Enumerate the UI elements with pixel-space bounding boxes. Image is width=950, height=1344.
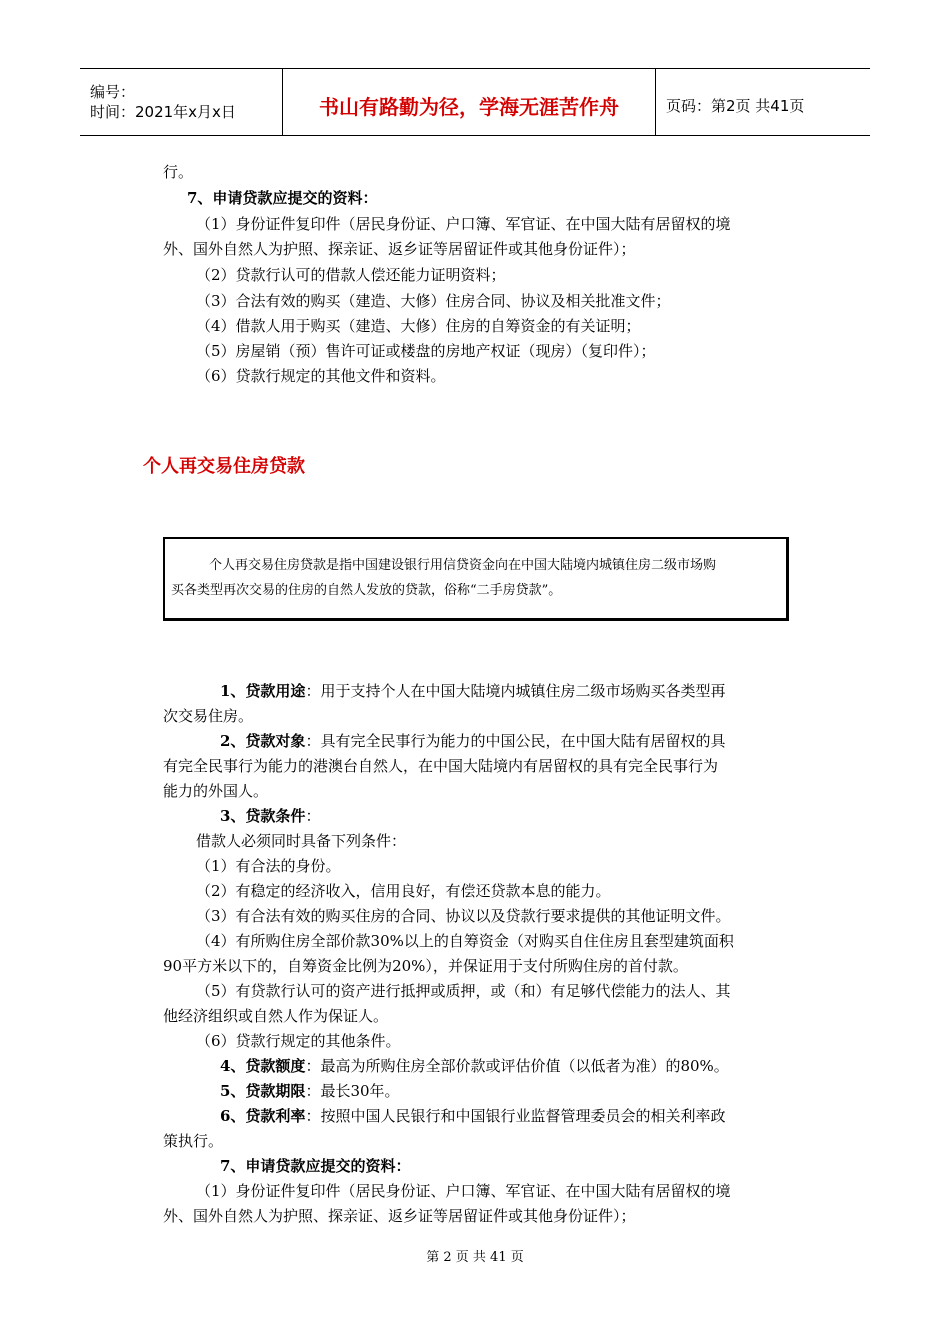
- paragraph-cont: 能力的外国人。: [163, 782, 269, 800]
- paragraph-loan-amount: [220, 1056, 729, 1076]
- paragraph-cont: 次交易住房。: [163, 707, 254, 725]
- paragraph-loan-term: [220, 1081, 400, 1101]
- text: ：最高为所购住房全部价款或评估价值（以低者为准）的80%。: [305, 1057, 729, 1075]
- list-item: （2）有稳定的经济收入，信用良好，有偿还贷款本息的能力。: [196, 882, 611, 900]
- paragraph-cont: 有完全民事行为能力的港澳台自然人，在中国大陆境内有居留权的具有完全民事行为: [163, 757, 719, 775]
- paragraph-loan-purpose: [220, 681, 725, 701]
- list-item-cont: 90平方米以下的，自筹资金比例为20%），并保证用于支付所购住房的首付款。: [163, 957, 688, 975]
- label: 4、贷款额度: [220, 1057, 306, 1075]
- paragraph-loan-rate: [220, 1106, 725, 1126]
- label: 5、贷款期限: [220, 1082, 306, 1100]
- list-item: （3）合法有效的购买（建造、大修）住房合同、协议及相关批准文件；: [196, 292, 671, 310]
- list-item: （1）有合法的身份。: [196, 857, 341, 875]
- page-footer: 第 2 页 共 41 页: [426, 1250, 524, 1265]
- list-item-cont: 外、国外自然人为护照、探亲证、返乡证等居留证件或其他身份证件）；: [163, 1207, 636, 1225]
- paragraph-loan-target: [220, 731, 725, 751]
- text: ：按照中国人民银行和中国银行业监督管理委员会的相关利率政: [305, 1107, 726, 1125]
- list-item: （1）身份证件复印件（居民身份证、户口簿、军官证、在中国大陆有居留权的境: [196, 215, 731, 233]
- list-item: 外、国外自然人为护照、探亲证、返乡证等居留证件或其他身份证件）；: [163, 240, 636, 258]
- text: ：: [305, 807, 321, 825]
- text: ：具有完全民事行为能力的中国公民，在中国大陆有居留权的具: [305, 732, 726, 750]
- header-meta: [80, 69, 282, 135]
- section-title: 个人再交易住房贷款: [143, 456, 305, 477]
- text: ：用于支持个人在中国大陆境内城镇住房二级市场购买各类型再: [305, 682, 726, 700]
- list-item: （5）房屋销（预）售许可证或楼盘的房地产权证（现房）（复印件）；: [196, 342, 656, 360]
- intro-box: [163, 537, 789, 621]
- intro-line: 个人再交易住房贷款是指中国建设银行用信贷资金向在中国大陆境内城镇住房二级市场购: [209, 558, 717, 573]
- list-item: （5）有贷款行认可的资产进行抵押或质押，或（和）有足够代偿能力的法人、其: [196, 982, 731, 1000]
- doc-number-label: 编号：: [90, 83, 136, 101]
- header-motto: 书山有路勤为径，学海无涯苦作舟: [282, 69, 656, 135]
- page-header: [80, 68, 870, 136]
- list-item: （1）身份证件复印件（居民身份证、户口簿、军官证、在中国大陆有居留权的境: [196, 1182, 731, 1200]
- item7-title: 7、申请贷款应提交的资料：: [187, 189, 378, 207]
- paragraph-loan-conditions: [220, 806, 320, 826]
- list-item: （4）借款人用于购买（建造、大修）住房的自筹资金的有关证明；: [196, 317, 641, 335]
- label: 3、贷款条件: [220, 807, 306, 825]
- list-item: （3）有合法有效的购买住房的合同、协议以及贷款行要求提供的其他证明文件。: [196, 907, 731, 925]
- doc-time-label: 时间：2021年x月x日: [90, 103, 236, 121]
- text: ：最长30年。: [305, 1082, 400, 1100]
- label: 1、贷款用途: [220, 682, 306, 700]
- list-item: （6）贷款行规定的其他条件。: [196, 1032, 401, 1050]
- header-page-info: 页码：第2页 共41页: [666, 96, 805, 115]
- intro-line: 买各类型再次交易的住房的自然人发放的贷款，俗称“二手房贷款”。: [171, 583, 562, 598]
- list-item: （4）有所购住房全部价款30%以上的自筹资金（对购买自住住房且套型建筑面积: [196, 932, 734, 950]
- label: 6、贷款利率: [220, 1107, 306, 1125]
- conditions-lead: 借款人必须同时具备下列条件：: [196, 832, 407, 850]
- paragraph-cont: 策执行。: [163, 1132, 224, 1150]
- paragraph-documents-title: 7、申请贷款应提交的资料：: [220, 1157, 411, 1175]
- list-item: （2）贷款行认可的借款人偿还能力证明资料；: [196, 266, 506, 284]
- list-item: （6）贷款行规定的其他文件和资料。: [196, 367, 446, 385]
- label: 2、贷款对象: [220, 732, 306, 750]
- carry-over-text: 行。: [163, 163, 194, 181]
- list-item-cont: 他经济组织或自然人作为保证人。: [163, 1007, 389, 1025]
